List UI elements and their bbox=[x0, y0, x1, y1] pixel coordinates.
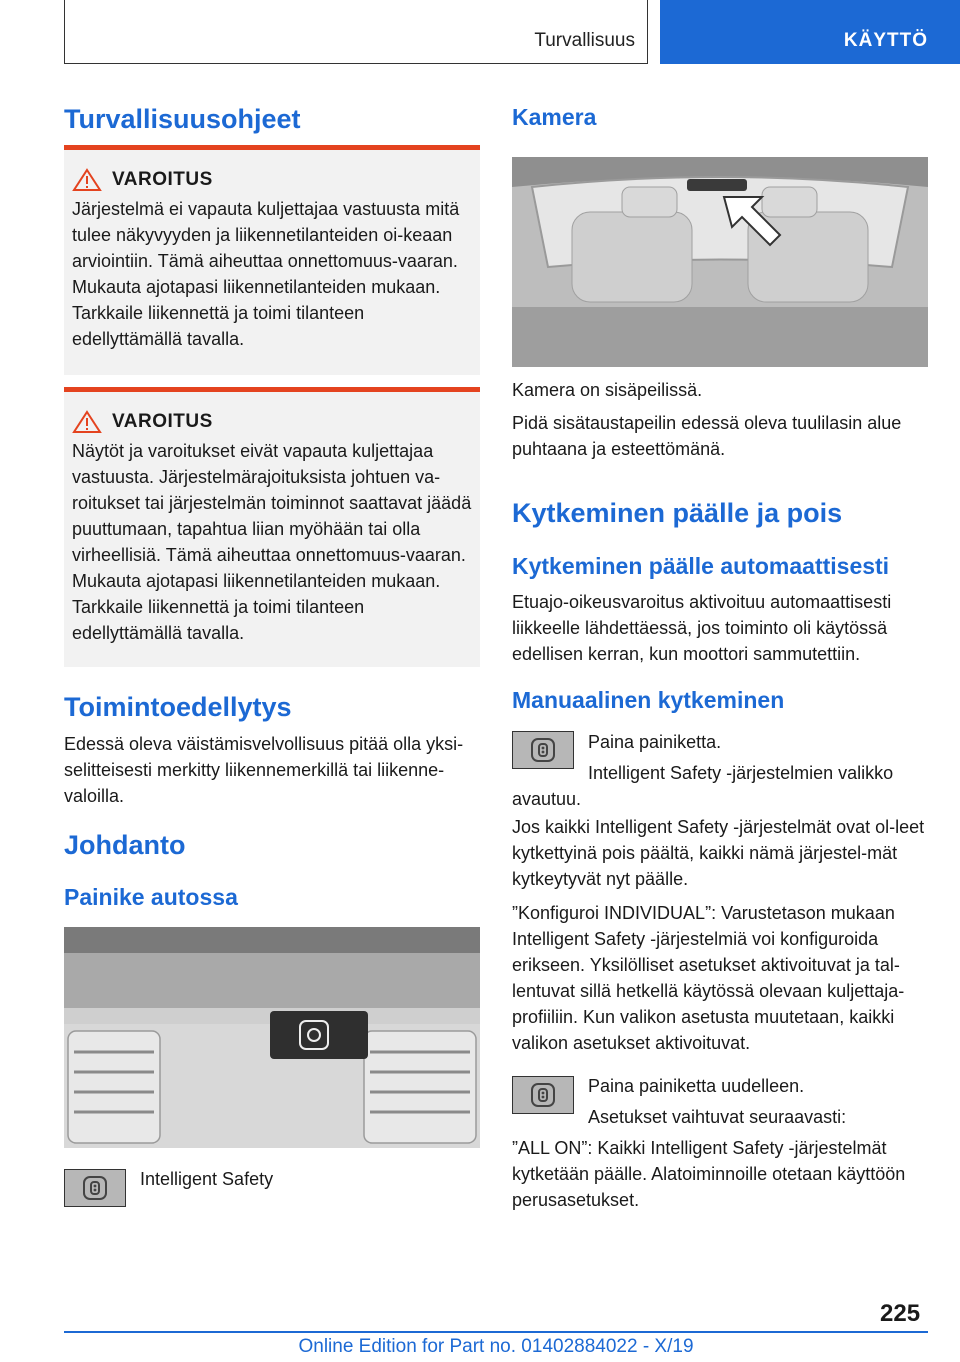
warning-text: Näytöt ja varoitukset eivät vapauta kuljettajaa vastuusta. Järjestelmärajoituksista johtuen va-roitukset tai järjestelmän toiminnot saattavat jäädä puuttumaan, tapahtua liian myöhään tai olla virheellisiä. Tämä aiheuttaa onnettomuus-vaaran. Mukauta ajotapasi liikennetilanteiden mukaan. Tarkkaile liikennettä ja toimi tilanteen edellyttämällä tavalla. bbox=[72, 441, 472, 643]
warning-box-1 bbox=[64, 145, 480, 375]
section-title-safety: Turvallisuusohjeet bbox=[64, 104, 301, 134]
paragraph-all-on: ”ALL ON”: Kaikki Intelligent Safety -järjestelmät kytketään päälle. Alatoiminnoille otetaan käyttöön perusasetukset. bbox=[512, 1138, 906, 1210]
warning-box-2 bbox=[64, 387, 480, 667]
warning-triangle-icon bbox=[72, 168, 102, 192]
camera-interior-photo bbox=[512, 157, 928, 367]
heading-switch-on-off: Kytkeminen päälle ja pois bbox=[512, 498, 843, 528]
intelligent-safety-button-icon bbox=[64, 1169, 126, 1207]
warning-label: VAROITUS bbox=[112, 411, 213, 432]
heading-auto-switch: Kytkeminen päälle automaattisesti bbox=[512, 553, 890, 579]
warning-text: Järjestelmä ei vapauta kuljettajaa vastuusta mitä tulee näkyvyyden ja liikennetilanteiden oi-keaan arviointiin. Tämä aiheuttaa onnettomuus-vaaran. Mukauta ajotapasi liikennetilanteiden mukaan. Tarkkaile liikennettä ja toimi tilanteen edellyttämällä tavalla. bbox=[72, 199, 460, 349]
header-section-box bbox=[64, 0, 648, 64]
footer-edition: Online Edition for Part no. 01402884022 - X/19 bbox=[298, 1336, 694, 1357]
step-1: Paina painiketta. bbox=[588, 732, 722, 752]
heading-button-in-car: Painike autossa bbox=[64, 884, 238, 910]
warning-triangle-icon bbox=[72, 410, 102, 434]
intelligent-safety-button-icon bbox=[512, 1076, 574, 1114]
paragraph-all-off: Jos kaikki Intelligent Safety -järjestelmät ovat ol-leet kytkettyinä pois päältä, kaikki nämä järjestel-mät kytkeytyvät nyt päälle. bbox=[512, 817, 925, 889]
requirements-text: Edessä oleva väistämisvelvollisuus pitää olla yksi-selitteisesti merkitty liikennemerkillä tai liikenne-valoilla. bbox=[64, 734, 464, 806]
camera-text-1: Kamera on sisäpeilissä. bbox=[512, 380, 703, 400]
heading-camera: Kamera bbox=[512, 104, 597, 130]
warning-label: VAROITUS bbox=[112, 169, 213, 190]
heading-manual-switch: Manuaalinen kytkeminen bbox=[512, 687, 785, 713]
page-number: 225 bbox=[880, 1300, 921, 1327]
footer-divider bbox=[64, 1331, 928, 1333]
step-1-result: Intelligent Safety -järjestelmien valikko avautuu. bbox=[512, 763, 894, 809]
header-section-title: Turvallisuus bbox=[534, 30, 635, 51]
heading-requirements: Toimintoedellytys bbox=[64, 692, 292, 722]
step-2: Paina painiketta uudelleen. bbox=[588, 1076, 805, 1096]
step-2-result: Asetukset vaihtuvat seuraavasti: bbox=[588, 1107, 847, 1127]
heading-introduction: Johdanto bbox=[64, 830, 186, 860]
camera-text-2: Pidä sisätaustapeilin edessä oleva tuulilasin alue puhtaana ja esteettömänä. bbox=[512, 413, 902, 459]
paragraph-configure-individual: ”Konfiguroi INDIVIDUAL”: Varustetason mukaan Intelligent Safety -järjestelmiä voi konfiguroida erikseen. Yksilölliset asetukset aktivoituvat ja tal-lentuvat sillä hetkellä käytössä olevaan kuljettaja-profiiliin. Kun valikon asetusta muutetaan, kaikki valikon asetukset aktivoituvat. bbox=[512, 903, 905, 1053]
dashboard-button-photo bbox=[64, 927, 480, 1148]
header-chapter-tab: KÄYTTÖ bbox=[660, 0, 960, 64]
auto-switch-text: Etuajo-oikeusvaroitus aktivoituu automaattisesti liikkeelle lähdettäessä, jos toiminto oli käytössä edellisen kerran, kun moottori sammutettiin. bbox=[512, 592, 892, 664]
button-caption: Intelligent Safety bbox=[140, 1169, 274, 1189]
